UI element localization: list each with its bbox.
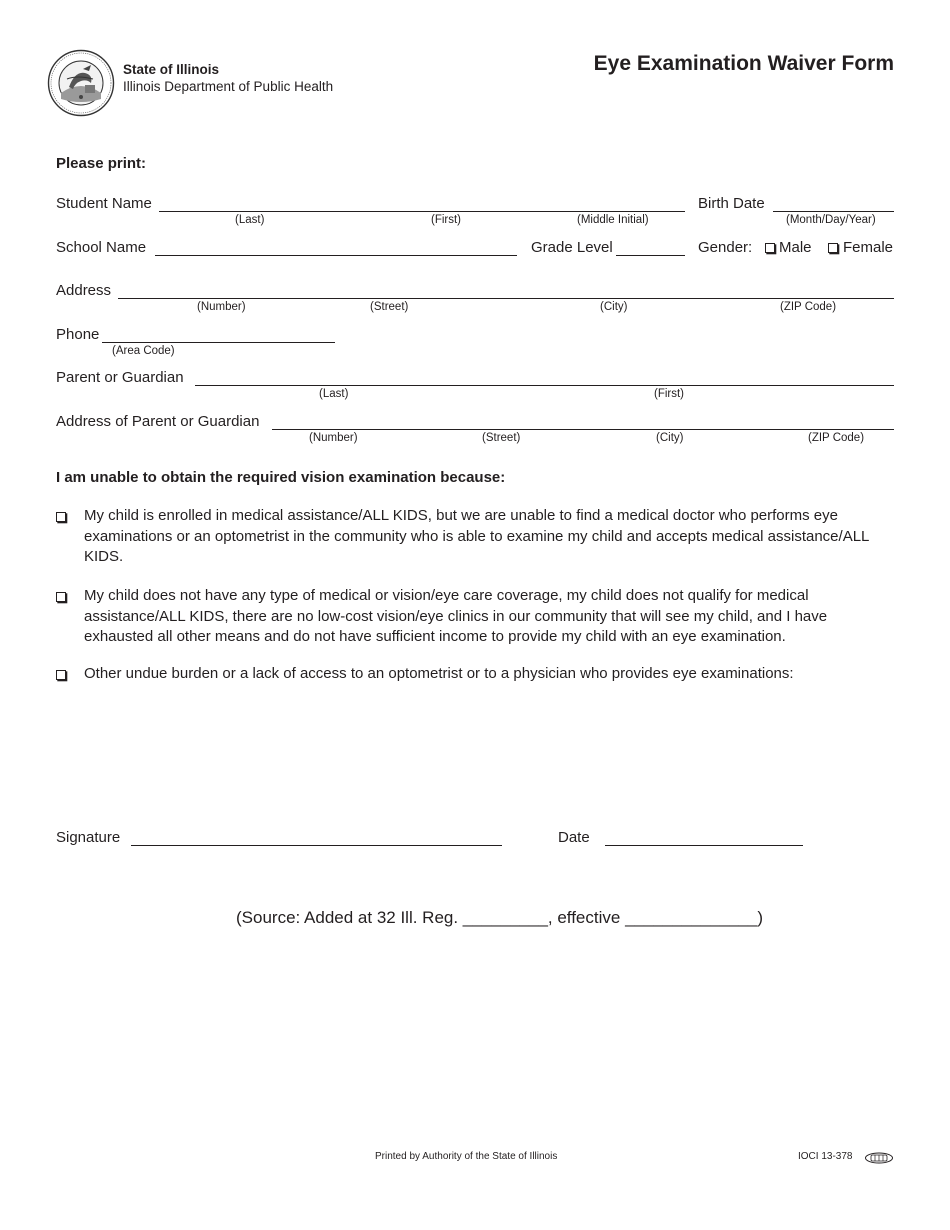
form-title: Eye Examination Waiver Form: [593, 52, 894, 75]
reason-1-checkbox[interactable]: [56, 512, 66, 522]
gender-label: Gender:: [698, 239, 753, 256]
address-line[interactable]: [118, 298, 894, 299]
birth-date-caption: (Month/Day/Year): [786, 214, 876, 226]
student-name-label: Student Name: [56, 195, 152, 212]
reason-2-checkbox[interactable]: [56, 592, 66, 602]
parent-address-label: Address of Parent or Guardian: [56, 413, 260, 430]
state-seal: [47, 49, 115, 117]
parent-address-line[interactable]: [272, 429, 894, 430]
student-name-line[interactable]: [159, 211, 685, 212]
parent-address-caption-zip: (ZIP Code): [808, 432, 865, 444]
parent-address-caption-number: (Number): [309, 432, 358, 444]
grade-level-label: Grade Level: [531, 239, 613, 256]
parent-caption-last: (Last): [319, 388, 349, 400]
reason-2-text: [84, 586, 827, 648]
address-caption-number: (Number): [197, 301, 246, 313]
date-label: Date: [558, 829, 590, 846]
reason-3-text: [84, 664, 794, 685]
birth-date-label: Birth Date: [698, 195, 765, 212]
signature-line[interactable]: [131, 845, 502, 846]
school-name-label: School Name: [56, 239, 147, 256]
reason-1-text: [84, 506, 869, 568]
reason-1-line-3: KIDS.: [84, 548, 124, 565]
source-note: (Source: Added at 32 Ill. Reg. _________, effective ______________): [236, 908, 764, 927]
phone-label: Phone: [56, 326, 100, 343]
reasons-heading: I am unable to obtain the required vision examination because:: [56, 469, 506, 486]
address-caption-zip: (ZIP Code): [780, 301, 837, 313]
reason-1-line-1: My child is enrolled in medical assistance/ALL KIDS, but we are unable to find a medical doctor who performs eye: [84, 507, 838, 524]
gender-male-checkbox[interactable]: [765, 243, 775, 253]
phone-caption-area-code: (Area Code): [112, 345, 175, 357]
birth-date-line[interactable]: [773, 211, 894, 212]
address-caption-city: (City): [600, 301, 628, 313]
union-bug-icon: [864, 1151, 894, 1163]
reason-3-line-1: Other undue burden or a lack of access to an optometrist or to a physician who provides eye examinations:: [84, 665, 794, 682]
grade-level-line[interactable]: [616, 255, 685, 256]
school-name-line[interactable]: [155, 255, 517, 256]
reason-1-line-2: examinations or an optometrist in the community who is able to examine my child and accepts medical assistance/ALL: [84, 527, 870, 545]
please-print-label: Please print:: [56, 155, 147, 172]
signature-label: Signature: [56, 829, 121, 846]
address-label: Address: [56, 282, 112, 299]
gender-female-checkbox[interactable]: [828, 243, 838, 253]
student-name-caption-last: (Last): [235, 214, 265, 226]
phone-line[interactable]: [102, 342, 335, 343]
agency-name: State of Illinois: [123, 62, 220, 77]
gender-male-label: Male: [779, 239, 812, 256]
student-name-caption-first: (First): [431, 214, 462, 226]
parent-label: Parent or Guardian: [56, 369, 184, 386]
parent-address-caption-city: (City): [656, 432, 684, 444]
parent-line[interactable]: [195, 385, 894, 386]
reason-2-line-2: assistance/ALL KIDS, there are no low-cost vision/eye clinics in our community that will see my child, and I have: [84, 607, 828, 625]
parent-address-caption-street: (Street): [482, 432, 521, 444]
gender-female-label: Female: [843, 239, 894, 256]
parent-caption-first: (First): [654, 388, 685, 400]
printed-by-note: Printed by Authority of the State of Illinois: [375, 1151, 558, 1162]
reason-2-line-1: My child does not have any type of medical or vision/eye care coverage, my child does not qualify for medical: [84, 587, 809, 604]
reason-2-line-3: exhausted all other means and do not have sufficient income to provide my child with an eye examination.: [84, 628, 786, 645]
date-line[interactable]: [605, 845, 803, 846]
student-name-caption-middle: (Middle Initial): [577, 214, 649, 226]
reason-3-checkbox[interactable]: [56, 670, 66, 680]
address-caption-street: (Street): [370, 301, 409, 313]
form-number: IOCI 13-378: [798, 1151, 853, 1162]
department-name: Illinois Department of Public Health: [123, 79, 334, 94]
